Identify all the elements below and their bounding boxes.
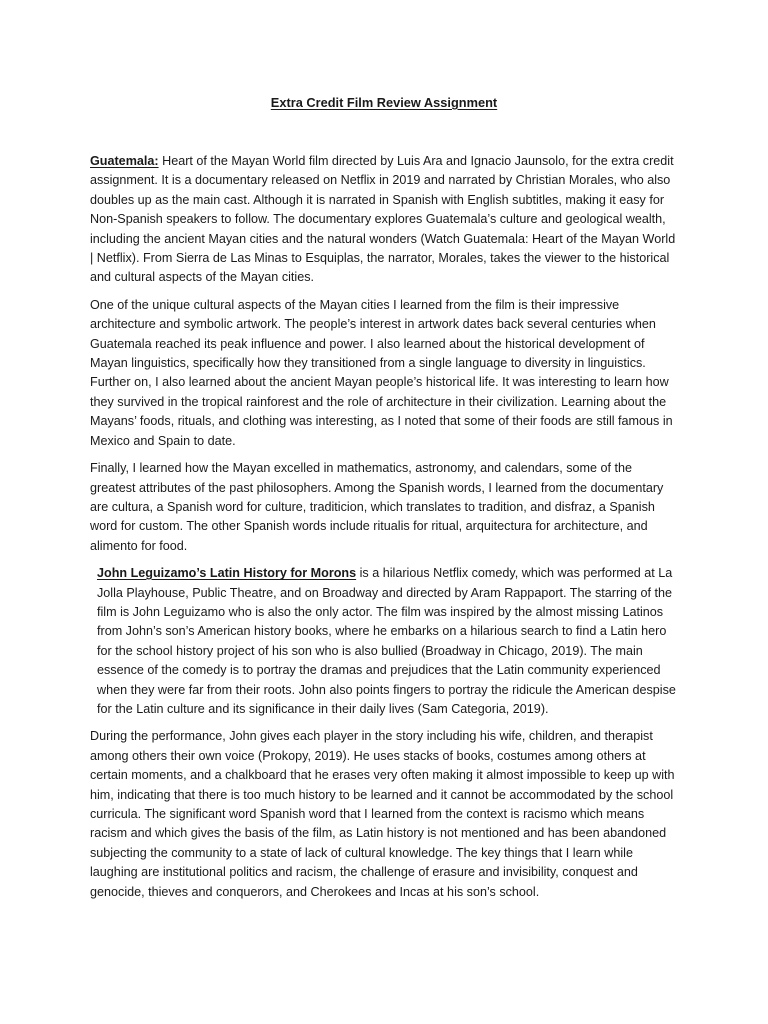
document-body: [90, 152, 680, 910]
paragraph-leguizamo-intro: [90, 564, 680, 719]
paragraph-text: During the performance, John gives each player in the story including his wife, children, and therapist among others their own voice (Prokopy, 2019). He uses stacks of books, costumes among others at certain moments, and a chalkboard that he erases very often making it almost impossible to keep up with him, indicating that there is too much history to be learned and it cannot be accommodated by the school curricula. The significant word Spanish word that I learned from the context is racismo which means racism and which gives the basis of the film, as Latin history is not mentioned and has been abandoned subjecting the community to a state of lack of cultural knowledge. The key things that I learn while laughing are institutional politics and racism, the challenge of erasure and invisibility, conquest and genocide, thieves and conquerors, and Cherokees and Incas at his son’s school.: [90, 729, 675, 899]
paragraph-lead-guatemala: Guatemala:: [90, 154, 159, 168]
paragraph-text: is a hilarious Netflix comedy, which was performed at La Jolla Playhouse, Public Theatre, and on Broadway and directed by Aram Rappaport. The starring of the film is John Leguizamo who is also the only actor. The film was inspired by the almost missing Latinos from John’s son’s American history books, where he embarks on a hilarious search to find a Latin hero for the school history project of his son who is also bullied (Broadway in Chicago, 2019). The main essence of the comedy is to portray the dramas and prejudices that the Latin community experienced when they were far from their roots. John also points fingers to portray the ridicule the American despise for the Latin culture and its significance in their daily lives (Sam Categoria, 2019).: [97, 566, 676, 716]
paragraph-performance: [90, 727, 680, 902]
paragraph-lead-leguizamo: John Leguizamo’s Latin History for Morons: [97, 566, 357, 581]
paragraph-mayan-spanish-words: [90, 459, 680, 556]
paragraph-mayan-culture: [90, 296, 680, 451]
paragraph-guatemala-intro: [90, 152, 680, 288]
paragraph-text: One of the unique cultural aspects of the Mayan cities I learned from the film is their impressive architecture and symbolic artwork. The people’s interest in artwork dates back several centuries when Guatemala reached its peak influence and power. I also learned about the historical development of Mayan linguistics, specifically how they transitioned from a single language to diversity in linguistics. Further on, I also learned about the ancient Mayan people’s historical life. It was interesting to learn how they survived in the tropical rainforest and the role of architecture in their civilization. Learning about the Mayans’ foods, rituals, and clothing was interesting, as I noted that some of their foods are still famous in Mexico and Spain to date.: [90, 297, 673, 448]
paragraph-text: Finally, I learned how the Mayan excelled in mathematics, astronomy, and calendars, some of the greatest attributes of the past philosophers. Among the Spanish words, I learned from the documentary are cultura, a Spanish word for culture, traditicion, which translates to tradition, and disfraz, a Spanish word for custom. The other Spanish words include ritualis for ritual, arquitectura for architecture, and alimento for food.: [90, 461, 664, 553]
document-title: Extra Credit Film Review Assignment: [270, 95, 498, 110]
paragraph-text: Heart of the Mayan World film directed by Luis Ara and Ignacio Jaunsolo, for the extra credit assignment. It is a documentary released on Netflix in 2019 and narrated by Christian Morales, who also doubles up as the main cast. Although it is narrated in Spanish with English subtitles, making it easy for Non-Spanish speakers to follow. The documentary explores Guatemala’s culture and geological wealth, including the ancient Mayan cities and the natural wonders (Watch Guatemala: Heart of the Mayan World | Netflix). From Sierra de Las Minas to Esquiplas, the narrator, Morales, takes the viewer to the historical and cultural aspects of the Mayan cities.: [90, 154, 676, 285]
